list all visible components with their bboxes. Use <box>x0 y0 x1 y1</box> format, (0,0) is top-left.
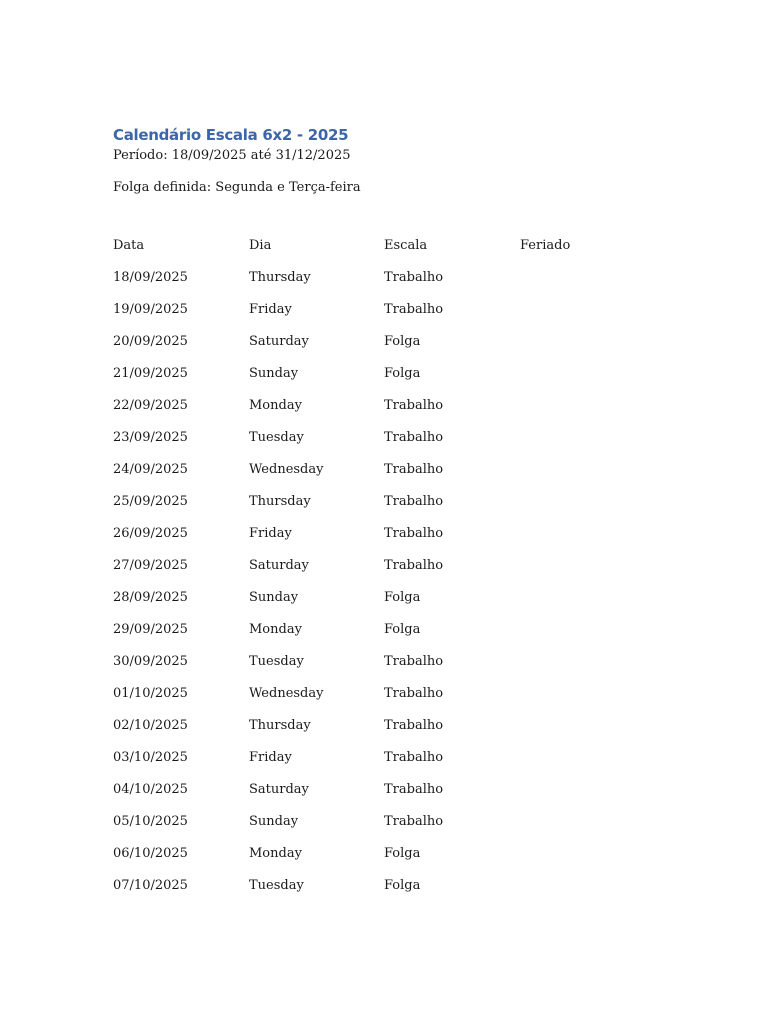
document-page <box>113 124 673 902</box>
table-row <box>113 550 640 582</box>
cell-dia: Friday <box>249 526 292 541</box>
cell-data: 01/10/2025 <box>113 686 188 701</box>
table-row <box>113 486 640 518</box>
cell-data: 18/09/2025 <box>113 270 188 285</box>
table-row <box>113 678 640 710</box>
cell-feriado <box>520 422 640 454</box>
cell-escala: Trabalho <box>384 526 444 541</box>
cell-dia: Friday <box>249 750 292 765</box>
cell-feriado <box>520 582 640 614</box>
cell-escala: Folga <box>384 334 421 349</box>
header-escala: Escala <box>384 238 428 253</box>
cell-data: 27/09/2025 <box>113 558 188 573</box>
cell-data: 19/09/2025 <box>113 302 188 317</box>
cell-dia: Saturday <box>249 782 309 797</box>
cell-escala: Trabalho <box>384 398 444 413</box>
table-row <box>113 454 640 486</box>
cell-dia: Thursday <box>249 718 311 733</box>
cell-escala: Trabalho <box>384 558 444 573</box>
cell-escala: Folga <box>384 622 421 637</box>
cell-feriado <box>520 742 640 774</box>
cell-dia: Sunday <box>249 590 299 605</box>
table-row <box>113 326 640 358</box>
cell-data: 26/09/2025 <box>113 526 188 541</box>
cell-dia: Saturday <box>249 558 309 573</box>
cell-feriado <box>520 710 640 742</box>
cell-dia: Friday <box>249 302 292 317</box>
table-row <box>113 838 640 870</box>
table-row <box>113 294 640 326</box>
table-row <box>113 390 640 422</box>
cell-dia: Saturday <box>249 334 309 349</box>
cell-escala: Folga <box>384 366 421 381</box>
cell-feriado <box>520 518 640 550</box>
cell-data: 02/10/2025 <box>113 718 188 733</box>
table-row <box>113 518 640 550</box>
cell-escala: Folga <box>384 846 421 861</box>
cell-feriado <box>520 390 640 422</box>
table-row <box>113 582 640 614</box>
cell-escala: Trabalho <box>384 302 444 317</box>
table-row <box>113 262 640 294</box>
table-row <box>113 774 640 806</box>
cell-escala: Trabalho <box>384 270 444 285</box>
cell-feriado <box>520 358 640 390</box>
period-text: Período: 18/09/2025 até 31/12/2025 <box>113 148 351 163</box>
cell-feriado <box>520 486 640 518</box>
folga-text: Folga definida: Segunda e Terça-feira <box>113 180 361 195</box>
table-row <box>113 646 640 678</box>
header-feriado: Feriado <box>520 238 571 253</box>
cell-dia: Monday <box>249 398 302 413</box>
schedule-body <box>113 262 640 902</box>
cell-escala: Trabalho <box>384 494 444 509</box>
cell-feriado <box>520 294 640 326</box>
cell-dia: Tuesday <box>249 878 304 893</box>
cell-escala: Trabalho <box>384 750 444 765</box>
cell-escala: Trabalho <box>384 814 444 829</box>
cell-escala: Trabalho <box>384 718 444 733</box>
table-row <box>113 806 640 838</box>
cell-escala: Trabalho <box>384 462 444 477</box>
cell-dia: Wednesday <box>249 462 324 477</box>
cell-data: 21/09/2025 <box>113 366 188 381</box>
cell-data: 25/09/2025 <box>113 494 188 509</box>
document-title: Calendário Escala 6x2 - 2025 <box>113 126 349 144</box>
cell-feriado <box>520 326 640 358</box>
table-row <box>113 422 640 454</box>
table-row <box>113 710 640 742</box>
cell-data: 03/10/2025 <box>113 750 188 765</box>
cell-feriado <box>520 806 640 838</box>
schedule-table <box>113 230 640 902</box>
table-row <box>113 614 640 646</box>
cell-dia: Thursday <box>249 494 311 509</box>
cell-feriado <box>520 774 640 806</box>
cell-data: 04/10/2025 <box>113 782 188 797</box>
cell-data: 06/10/2025 <box>113 846 188 861</box>
cell-dia: Thursday <box>249 270 311 285</box>
cell-data: 29/09/2025 <box>113 622 188 637</box>
cell-data: 28/09/2025 <box>113 590 188 605</box>
cell-feriado <box>520 838 640 870</box>
cell-dia: Wednesday <box>249 686 324 701</box>
header-data: Data <box>113 238 145 253</box>
cell-feriado <box>520 454 640 486</box>
cell-escala: Trabalho <box>384 686 444 701</box>
cell-dia: Monday <box>249 846 302 861</box>
cell-feriado <box>520 646 640 678</box>
cell-escala: Trabalho <box>384 654 444 669</box>
cell-data: 05/10/2025 <box>113 814 188 829</box>
cell-data: 30/09/2025 <box>113 654 188 669</box>
cell-data: 24/09/2025 <box>113 462 188 477</box>
header-dia: Dia <box>249 238 272 253</box>
cell-escala: Folga <box>384 878 421 893</box>
table-row <box>113 358 640 390</box>
table-row <box>113 742 640 774</box>
cell-dia: Monday <box>249 622 302 637</box>
cell-data: 20/09/2025 <box>113 334 188 349</box>
cell-escala: Trabalho <box>384 782 444 797</box>
cell-feriado <box>520 262 640 294</box>
cell-data: 23/09/2025 <box>113 430 188 445</box>
cell-feriado <box>520 550 640 582</box>
cell-feriado <box>520 614 640 646</box>
cell-escala: Folga <box>384 590 421 605</box>
cell-dia: Sunday <box>249 366 299 381</box>
cell-dia: Sunday <box>249 814 299 829</box>
cell-data: 22/09/2025 <box>113 398 188 413</box>
cell-dia: Tuesday <box>249 654 304 669</box>
cell-escala: Trabalho <box>384 430 444 445</box>
cell-feriado <box>520 678 640 710</box>
cell-dia: Tuesday <box>249 430 304 445</box>
table-row <box>113 870 640 902</box>
table-header-row <box>113 230 640 262</box>
cell-feriado <box>520 870 640 902</box>
cell-data: 07/10/2025 <box>113 878 188 893</box>
